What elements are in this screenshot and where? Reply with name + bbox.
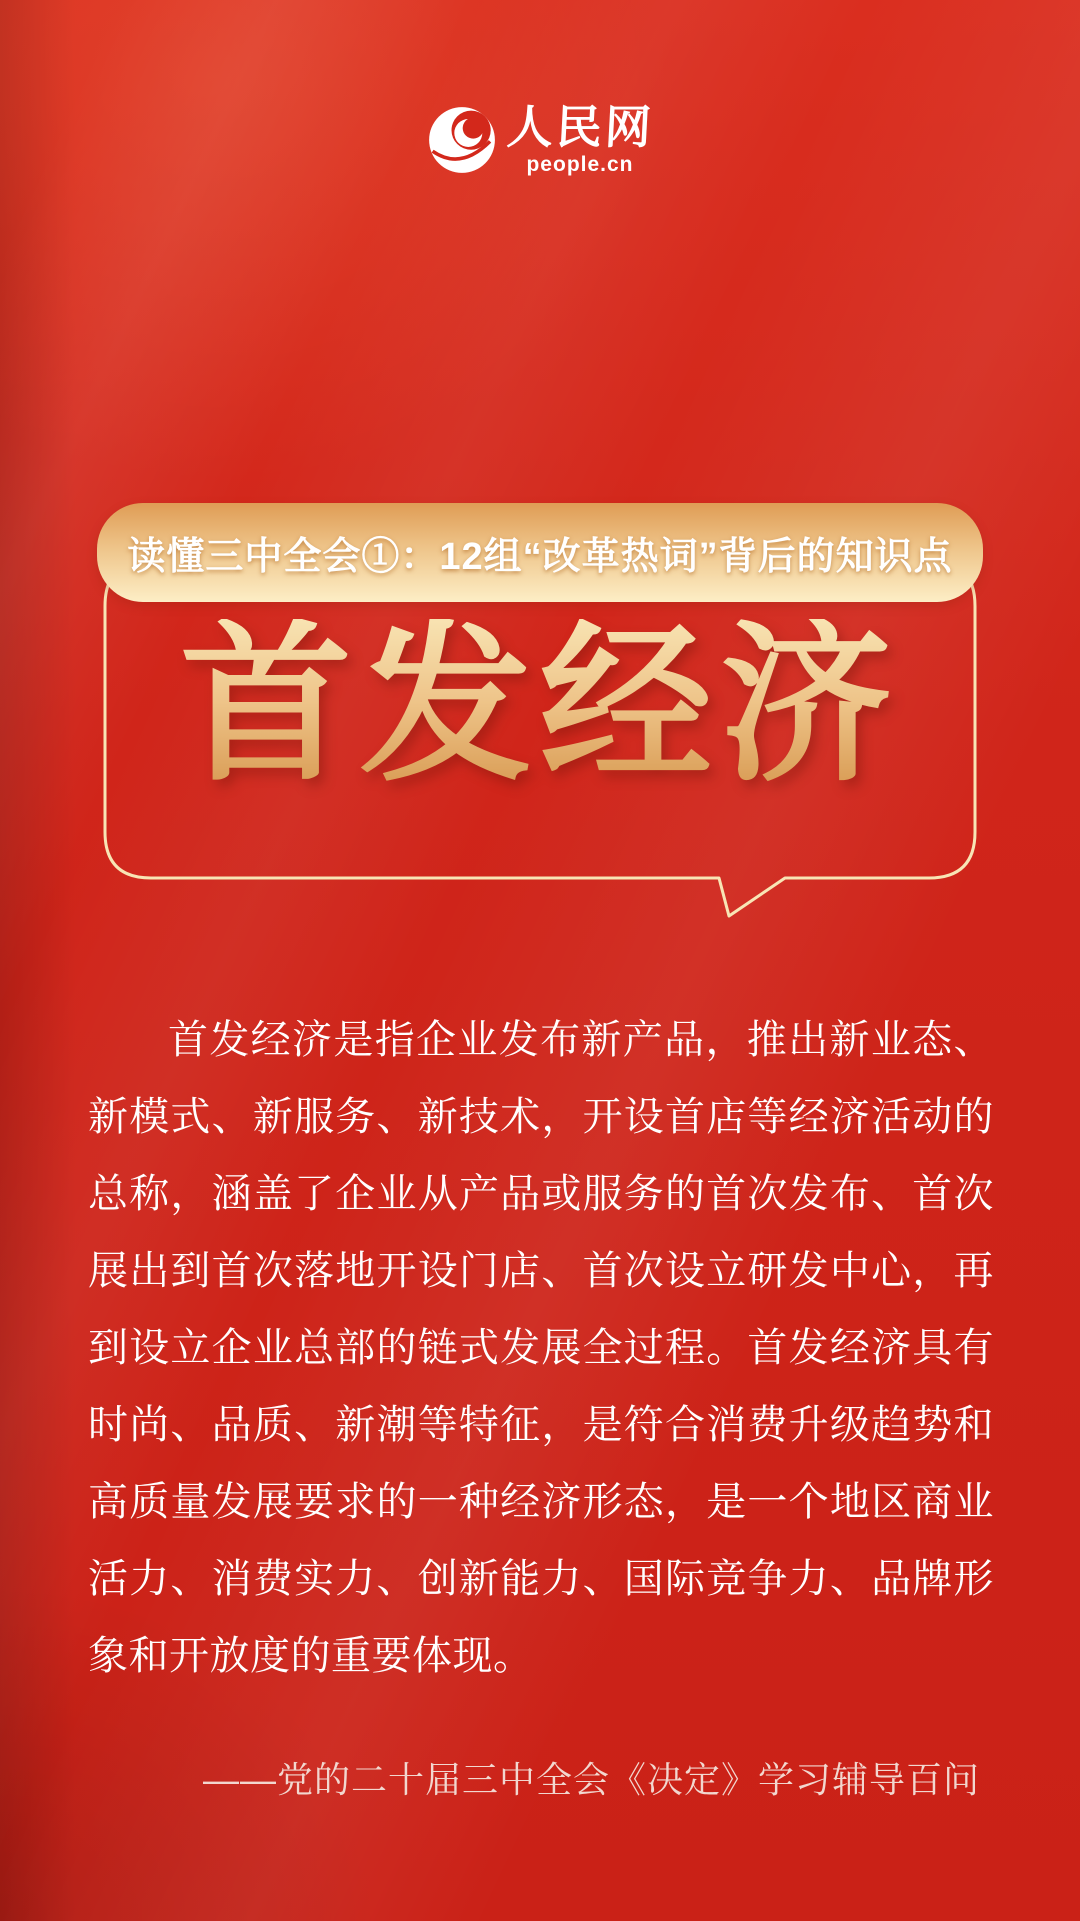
logo-text: [505, 101, 655, 176]
page-title: [0, 545, 1080, 865]
people-cn-swirl-icon: [427, 105, 497, 175]
people-cn-logo: [0, 101, 1080, 176]
definition-paragraph: 首发经济是指企业发布新产品，推出新业态、新模式、新服务、新技术，开设首店等经济活动的总称，涵盖了企业从产品或服务的首次发布、首次展出到首次落地开设门店、首次设立研发中心，再到设立企业总部的链式发展全过程。首发经济具有时尚、品质、新潮等特征，是符合消费升级趋势和高质量发展要求的一种经济形态，是一个地区商业活力、消费实力、创新能力、国际竞争力、品牌形象和开放度的重要体现。: [88, 1018, 994, 1678]
kicker-text: 读懂三中全会①：12组“改革热词”背后的知识点: [127, 536, 953, 578]
source-attribution: ——党的二十届三中全会《决定》学习辅导百问: [202, 1759, 980, 1800]
logo-name-en: people.cn: [526, 153, 634, 176]
page-title-text: 首发经济: [180, 609, 900, 801]
logo-name-cn: 人民网: [505, 101, 655, 153]
